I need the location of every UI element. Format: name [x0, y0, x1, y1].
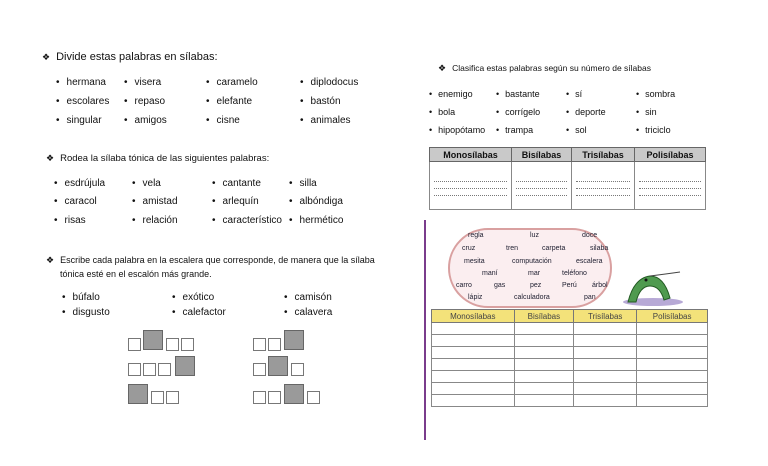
- table2-cell[interactable]: [574, 323, 637, 335]
- table2-cell[interactable]: [514, 395, 574, 407]
- word-item: • triciclo: [636, 125, 671, 135]
- syllable-table-gray: [429, 147, 706, 210]
- word-item: • deporte: [566, 107, 606, 117]
- section1-title: Divide estas palabras en sílabas:: [56, 51, 218, 63]
- tonic-square[interactable]: [284, 384, 304, 404]
- tonic-square[interactable]: [143, 330, 163, 350]
- tonic-square[interactable]: [128, 384, 148, 404]
- word-item: • animales: [300, 115, 351, 126]
- word-item: • silla: [289, 178, 317, 189]
- word-item: • cisne: [206, 115, 240, 126]
- table2-cell[interactable]: [432, 371, 515, 383]
- word-item: • exótico: [172, 292, 214, 303]
- tonic-square[interactable]: [175, 356, 195, 376]
- table2-cell[interactable]: [637, 395, 708, 407]
- word-item: • sí: [566, 89, 582, 99]
- syllable-table-yellow: [431, 309, 708, 407]
- word-item: • elefante: [206, 96, 252, 107]
- table2-cell[interactable]: [574, 371, 637, 383]
- word-item: • calefactor: [172, 307, 226, 318]
- table2-cell[interactable]: [432, 335, 515, 347]
- word-item: • calavera: [284, 307, 332, 318]
- syllable-square[interactable]: [181, 338, 194, 351]
- table2-cell[interactable]: [574, 347, 637, 359]
- table1-cell[interactable]: [572, 162, 635, 210]
- word-item: • enemigo: [429, 89, 473, 99]
- section3-heading: [46, 253, 375, 281]
- table2-cell[interactable]: [432, 395, 515, 407]
- cloud-word: lápiz: [468, 294, 483, 301]
- word-item: • risas: [54, 215, 86, 226]
- section3-title-line2: tónica esté en el escalón más grande.: [60, 269, 212, 279]
- table2-cell[interactable]: [637, 335, 708, 347]
- word-item: • caramelo: [206, 77, 258, 88]
- table2-cell[interactable]: [574, 359, 637, 371]
- cloud-word: mesita: [464, 258, 485, 265]
- cloud-word: maní: [482, 270, 498, 277]
- word-item: • disgusto: [62, 307, 110, 318]
- cloud-word: cruz: [462, 245, 476, 252]
- word-item: • trampa: [496, 125, 533, 135]
- word-item: • amigos: [124, 115, 167, 126]
- table2-header: Bisílabas: [514, 310, 574, 323]
- tonic-square[interactable]: [268, 356, 288, 376]
- word-item: • hermana: [56, 77, 106, 88]
- cloud-word: pez: [530, 282, 542, 289]
- word-item: • vela: [132, 178, 161, 189]
- table1-header: Bisílabas: [512, 148, 572, 162]
- cloud-word: regla: [468, 232, 484, 239]
- syllable-square[interactable]: [268, 391, 281, 404]
- word-item: • albóndiga: [289, 196, 343, 207]
- word-item: • camisón: [284, 292, 332, 303]
- table1-header: Polisílabas: [634, 148, 705, 162]
- word-item: • hipopótamo: [429, 125, 485, 135]
- table2-cell[interactable]: [432, 383, 515, 395]
- table2-header: Monosílabas: [432, 310, 515, 323]
- syllable-square[interactable]: [268, 338, 281, 351]
- table1-header: Monosílabas: [430, 148, 512, 162]
- table2-cell[interactable]: [514, 323, 574, 335]
- syllable-square[interactable]: [143, 363, 156, 376]
- syllable-square[interactable]: [253, 363, 266, 376]
- cloud-word: carpeta: [542, 245, 566, 252]
- cloud-word: gas: [494, 282, 506, 289]
- table2-cell[interactable]: [432, 347, 515, 359]
- word-item: • sin: [636, 107, 657, 117]
- table2-cell[interactable]: [637, 359, 708, 371]
- word-item: • singular: [56, 115, 102, 126]
- table2-cell[interactable]: [574, 395, 637, 407]
- diamond-bullet-icon: ❖: [438, 63, 447, 73]
- word-item: • esdrújula: [54, 178, 105, 189]
- table1-cell[interactable]: [634, 162, 705, 210]
- word-item: • bastante: [496, 89, 540, 99]
- syllable-square[interactable]: [253, 338, 266, 351]
- word-item: • sol: [566, 125, 587, 135]
- syllable-square[interactable]: [151, 391, 164, 404]
- crocodile-illustration: [620, 268, 686, 308]
- syllable-square[interactable]: [166, 338, 179, 351]
- table2-cell[interactable]: [514, 335, 574, 347]
- table2-cell[interactable]: [432, 359, 515, 371]
- table2-cell[interactable]: [637, 347, 708, 359]
- cloud-word: tren: [506, 245, 519, 252]
- table2-cell[interactable]: [574, 335, 637, 347]
- word-item: • repaso: [124, 96, 165, 107]
- table2-cell[interactable]: [514, 347, 574, 359]
- word-item: • arlequín: [212, 196, 259, 207]
- word-item: • diplodocus: [300, 77, 358, 88]
- syllable-square[interactable]: [158, 363, 171, 376]
- cloud-word: calculadora: [514, 294, 550, 301]
- table1-header: Trisílabas: [572, 148, 635, 162]
- word-item: • bola: [429, 107, 455, 117]
- cloud-word: mar: [528, 270, 541, 277]
- word-item: • relación: [132, 215, 178, 226]
- table2-cell[interactable]: [514, 383, 574, 395]
- syllable-square[interactable]: [291, 363, 304, 376]
- table2-header: Trisílabas: [574, 310, 637, 323]
- diamond-bullet-icon: ❖: [46, 153, 55, 163]
- syllable-square[interactable]: [128, 363, 141, 376]
- cloud-word: carro: [456, 282, 472, 289]
- table2-cell[interactable]: [637, 383, 708, 395]
- cloud-word: escalera: [576, 258, 603, 265]
- word-item: • hermético: [289, 215, 343, 226]
- table2-header: Polisílabas: [637, 310, 708, 323]
- cloud-word: árbol: [592, 282, 608, 289]
- table2-cell[interactable]: [514, 359, 574, 371]
- tonic-square[interactable]: [284, 330, 304, 350]
- table2-cell[interactable]: [574, 383, 637, 395]
- table2-cell[interactable]: [432, 323, 515, 335]
- word-item: • búfalo: [62, 292, 100, 303]
- syllable-square[interactable]: [253, 391, 266, 404]
- table2-cell[interactable]: [637, 371, 708, 383]
- classify-heading: [438, 63, 651, 74]
- syllable-square[interactable]: [128, 338, 141, 351]
- table1-cell[interactable]: [512, 162, 572, 210]
- section2-heading: [46, 153, 269, 164]
- diamond-bullet-icon: ❖: [46, 255, 55, 265]
- section3-title-line1: Escribe cada palabra en la escalera que corresponde, de manera que la sílaba: [60, 255, 375, 265]
- cloud-word: pan: [584, 294, 596, 301]
- syllable-square[interactable]: [166, 391, 179, 404]
- table2-cell[interactable]: [637, 323, 708, 335]
- syllable-square[interactable]: [307, 391, 320, 404]
- cloud-word: teléfono: [562, 270, 587, 277]
- classify-title: Clasifica estas palabras según su número de sílabas: [452, 63, 651, 73]
- word-item: • bastón: [300, 96, 341, 107]
- word-item: • visera: [124, 77, 161, 88]
- word-item: • escolares: [56, 96, 109, 107]
- word-item: • corrígelo: [496, 107, 540, 117]
- table2-cell[interactable]: [514, 371, 574, 383]
- word-item: • sombra: [636, 89, 675, 99]
- word-item: • característico: [212, 215, 282, 226]
- table1-cell[interactable]: [430, 162, 512, 210]
- section1-heading: [42, 51, 218, 63]
- cloud-word: luz: [530, 232, 539, 239]
- cloud-word: computación: [512, 258, 552, 265]
- word-item: • amistad: [132, 196, 178, 207]
- diamond-bullet-icon: ❖: [42, 52, 51, 62]
- word-item: • cantante: [212, 178, 261, 189]
- margin-line: [424, 220, 426, 440]
- cloud-word: doce: [582, 232, 598, 239]
- word-item: • caracol: [54, 196, 97, 207]
- section2-title: Rodea la sílaba tónica de las siguientes palabras:: [60, 153, 270, 164]
- cloud-word: silaba: [590, 245, 609, 252]
- cloud-word: Perú: [562, 282, 577, 289]
